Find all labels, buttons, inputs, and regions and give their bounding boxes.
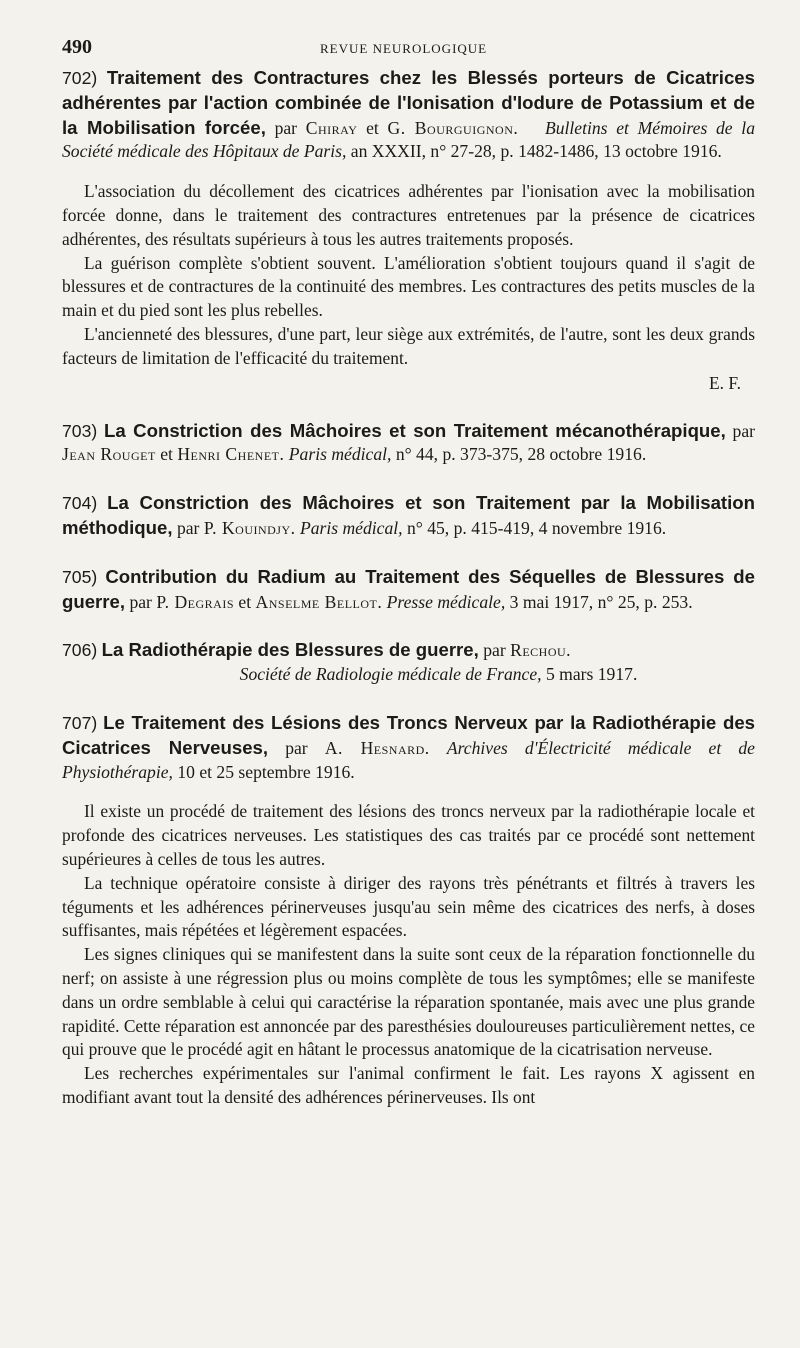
abstract-paragraph: Les signes cliniques qui se manifestent dans la suite sont ceux de la réparation fonctionnelle du nerf; on assiste à une régression plus ou moins complète de tous les symptômes; elle se manifeste dans un ordre semblable à celui qui caractérise la réparation spontanée, mais avec une plus grande rapidité. Cette réparation est annoncée par des paresthésies douloureuses particulièrement nettes, ce qui prouve que le procédé agit en hâtant le processus anatomique de la cicatrisation nerveuse. <box>62 944 755 1060</box>
and-word: et <box>238 591 252 612</box>
entry-number: 703) <box>62 420 98 441</box>
and-word: et <box>160 444 173 465</box>
entry-704 <box>62 491 755 541</box>
page-number: 490 <box>62 36 92 58</box>
entry-703 <box>62 419 755 468</box>
source-title: Paris médical, <box>288 444 392 465</box>
abstract-paragraph: L'ancienneté des blessures, d'une part, leur siège aux extrémités, de l'autre, sont les deux grands facteurs de limitation de l'efficacité du traitement. <box>62 323 755 368</box>
source-title: Société de Radiologie médicale de France, <box>239 664 542 685</box>
abstract <box>62 800 755 1109</box>
abstract-paragraph: L'association du décollement des cicatrices adhérentes par l'ionisation avec la mobilisation forcée donne, dans le traitement des contractures entretenues par la présence de cicatrices adhérentes, des résultats supérieurs à tous les autres traitements proposés. <box>62 181 755 249</box>
reviewer-signature: E. F. <box>709 372 741 393</box>
source-title: Presse médicale, <box>386 591 506 612</box>
abstract-paragraph: La technique opératoire consiste à diriger des rayons très pénétrants et filtrés à travers les téguments et les adhérences périnerveuses jusqu'au sein même des cicatrices des nerfs, à doses suffisantes, mais répétées et légèrement espacées. <box>62 872 755 941</box>
journal-title: REVUE NEUROLOGIQUE <box>320 41 488 56</box>
source-details: 3 mai 1917, n° 25, p. 253. <box>509 591 693 612</box>
author-name: P. Degrais <box>156 591 235 612</box>
author-name: Jean Rouget <box>62 444 156 465</box>
abstract-paragraph: Il existe un procédé de traitement des lésions des troncs nerveux par la radiothérapie locale et profonde des cicatrices nerveuses. Les statistiques des cas traités par ce procédé sont nettement supérieures à celles de tous les autres. <box>62 801 755 869</box>
entry-heading <box>62 565 755 615</box>
source-details: n° 44, p. 373-375, 28 octobre 1916. <box>395 444 647 465</box>
entry-706 <box>62 638 755 687</box>
by-word: par <box>732 420 756 441</box>
author-name: A. Hesnard. <box>324 737 430 758</box>
source-details: an XXXII, n° 27-28, p. 1482-1486, 13 octobre 1916. <box>350 141 722 162</box>
author-name: G. Bourguignon. <box>387 117 519 138</box>
by-word: par <box>285 737 308 758</box>
author-name: Chiray <box>305 117 358 138</box>
by-word: par <box>176 517 200 538</box>
author-name: Henri Chenet. <box>177 444 285 465</box>
entry-number: 704) <box>62 493 98 514</box>
entry-number: 707) <box>62 712 98 733</box>
source-details: 10 et 25 septembre 1916. <box>177 761 355 782</box>
abstract-paragraph: La guérison complète s'obtient souvent. L'amélioration s'obtient toujours quand il s'agit de blessures et de contractures de la continuité des membres. Les contractures des petits muscles de la main et du pied sont les plus rebelles. <box>62 252 755 321</box>
entry-title: La Radiothérapie des Blessures de guerre, <box>101 639 479 661</box>
by-word: par <box>483 640 506 661</box>
entry-702 <box>62 66 755 395</box>
entry-heading <box>62 711 755 784</box>
running-head <box>62 34 755 66</box>
entry-heading <box>62 419 755 468</box>
abstract-paragraph: Les recherches expérimentales sur l'animal confirment le fait. Les rayons X agissent en modifiant avant tout la densité des adhérences périnerveuses. Ils ont <box>62 1063 755 1107</box>
entry-title: Contribution du Radium au Traitement des Séquelles de Blessures de guerre, <box>62 565 755 612</box>
entry-title: Le Traitement des Lésions des Troncs Nerveux par la Radiothérapie des Cicatrices Nerveuses, <box>62 711 755 758</box>
entry-title: Traitement des Contractures chez les Blessés porteurs de Cicatrices adhérentes par l'action combinée de l'Ionisation d'Iodure de Potassium et de la Mobilisation forcée, <box>62 67 755 138</box>
source-title: Bulletins et Mémoires de la Société médicale des Hôpitaux de Paris, <box>62 117 755 162</box>
entry-title: La Constriction des Mâchoires et son Traitement mécanothérapique, <box>103 419 726 441</box>
and-word: et <box>366 117 379 138</box>
author-name: Rechou. <box>510 640 572 661</box>
source-title: Archives d'Électricité médicale et de Physiothérapie, <box>62 737 755 782</box>
entry-707 <box>62 711 755 1110</box>
abstract <box>62 180 755 394</box>
author-name: P. Kouindjy. <box>203 517 296 538</box>
entry-number: 705) <box>62 566 98 587</box>
by-word: par <box>274 117 298 138</box>
entry-number: 702) <box>62 68 98 88</box>
entry-705 <box>62 565 755 615</box>
entry-title: La Constriction des Mâchoires et son Traitement par la Mobilisation méthodique, <box>62 492 755 538</box>
author-name: Anselme Bellot. <box>255 591 383 612</box>
source-details: 5 mars 1917. <box>545 664 638 685</box>
entry-heading <box>62 638 755 687</box>
entry-number: 706) <box>62 640 98 661</box>
source-title: Paris médical, <box>299 517 403 538</box>
source-details: n° 45, p. 415-419, 4 novembre 1916. <box>406 517 667 538</box>
entry-heading <box>62 491 755 541</box>
by-word: par <box>129 591 152 612</box>
entry-heading <box>62 66 755 164</box>
